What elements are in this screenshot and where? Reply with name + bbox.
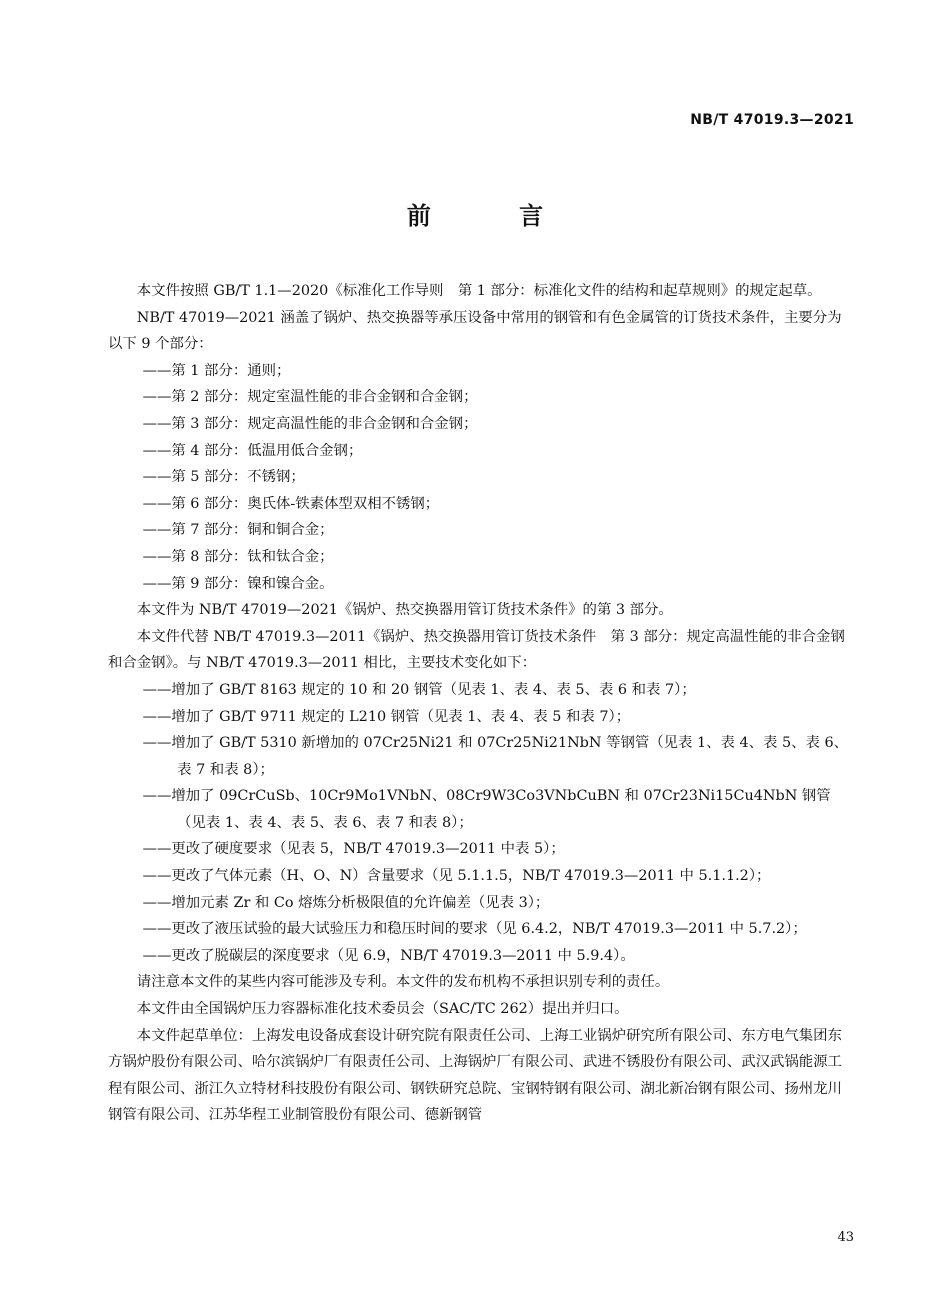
paragraph-patent-notice: 请注意本文件的某些内容可能涉及专利。本文件的发布机构不承担识别专利的责任。 (136, 974, 670, 991)
list-item-change: ——增加了 GB/T 8163 规定的 10 和 20 钢管（见表 1、表 4、表 5、表 6 和表 7）； (142, 681, 696, 698)
paragraph-drafting-units: 本文件起草单位：上海发电设备成套设计研究院有限责任公司、上海工业锅炉研究所有限公司、东方电气集团东方锅炉股份有限公司、哈尔滨锅炉厂有限责任公司、上海锅炉厂有限公司、武进不锈股份有限公司、武汉武锅能源工程有限公司、浙江久立特材科技股份有限公司、钢铁研究总院、宝钢特钢有限公司、湖北新冶钢有限公司、扬州龙川钢管有限公司、江苏华程工业制管股份有限公司、德新钢管 (108, 1027, 842, 1124)
list-item-change: ——增加了 GB/T 5310 新增加的 07Cr25Ni21 和 07Cr25Ni21NbN 等钢管（见表 1、表 4、表 5、表 6、表 7 和表 8）； (142, 735, 849, 778)
list-item-change: ——更改了硬度要求（见表 5，NB/T 47019.3—2011 中表 5）； (142, 841, 565, 858)
list-item-change: ——增加了 09CrCuSb、10Cr9Mo1VNbN、08Cr9W3Co3VNbCuBN 和 07Cr23Ni15Cu4NbN 钢管（见表 1、表 4、表 5、表 6、表 7 和表 8）； (142, 788, 831, 831)
list-item-part: ——第 7 部分：铜和铜合金； (142, 522, 334, 539)
page-number: 43 (837, 1230, 854, 1245)
list-item-change: ——更改了液压试验的最大试验压力和稳压时间的要求（见 6.4.2，NB/T 47019.3—2011 中 5.7.2）； (142, 921, 807, 938)
paragraph-series-scope: NB/T 47019—2021 涵盖了锅炉、热交换器等承压设备中常用的钢管和有色金属管的订货技术条件，主要分为以下 9 个部分： (108, 309, 842, 353)
list-item-part: ——第 3 部分：规定高温性能的非合金钢和合金钢； (142, 415, 478, 432)
list-item-change: ——更改了脱碳层的深度要求（见 6.9，NB/T 47019.3—2011 中 5.9.4）。 (142, 947, 635, 964)
list-item-part: ——第 2 部分：规定室温性能的非合金钢和合金钢； (142, 389, 478, 406)
paragraph-replacement: 本文件代替 NB/T 47019.3—2011《锅炉、热交换器用管订货技术条件 第 3 部分：规定高温性能的非合金钢和合金钢》。与 NB/T 47019.3—2011 相比，主要技术变化如下： (108, 628, 845, 672)
list-item-part: ——第 6 部分：奥氏体-铁素体型双相不锈钢； (142, 495, 440, 512)
list-item-part: ——第 5 部分：不锈钢； (142, 469, 305, 486)
paragraph-part-statement: 本文件为 NB/T 47019—2021《锅炉、热交换器用管订货技术条件》的第 3 部分。 (136, 602, 673, 619)
list-item-part: ——第 4 部分：低温用低合金钢； (142, 442, 363, 459)
paragraph-proposer: 本文件由全国锅炉压力容器标准化技术委员会（SAC/TC 262）提出并归口。 (136, 1001, 629, 1018)
document-body (108, 278, 850, 1129)
paragraph-drafting-basis: 本文件按照 GB/T 1.1—2020《标准化工作导则 第 1 部分：标准化文件的结构和起草规则》的规定起草。 (136, 283, 822, 299)
list-item-part: ——第 1 部分：通则； (142, 362, 291, 379)
list-item-change: ——更改了气体元素（H、O、N）含量要求（见 5.1.1.5，NB/T 47019.3—2011 中 5.1.1.2）； (142, 868, 771, 885)
document-id-header: NB/T 47019.3—2021 (690, 112, 854, 128)
list-item-part: ——第 8 部分：钛和钛合金； (142, 548, 334, 565)
page-title: 前 言 (406, 202, 584, 230)
list-item-change: ——增加元素 Zr 和 Co 熔炼分析极限值的允许偏差（见表 3）； (142, 894, 550, 911)
list-item-change: ——增加了 GB/T 9711 规定的 L210 钢管（见表 1、表 4、表 5 和表 7）； (142, 708, 631, 725)
list-item-part: ——第 9 部分：镍和镍合金。 (142, 575, 334, 592)
